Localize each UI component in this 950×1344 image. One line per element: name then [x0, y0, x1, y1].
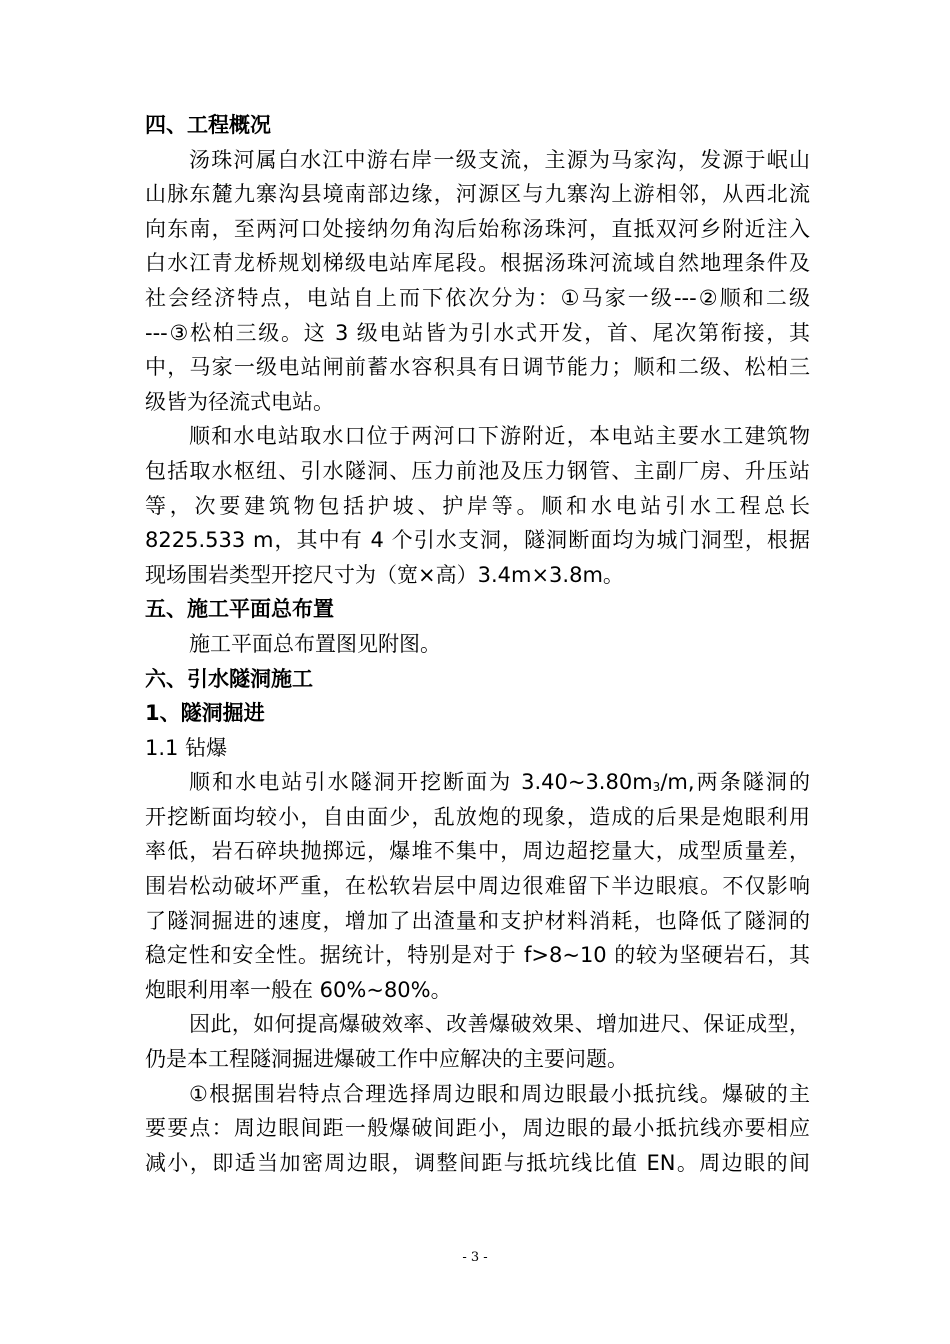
text-line: ①根据围岩特点合理选择周边眼和周边眼最小抵抗线。爆破的主 — [189, 1081, 810, 1106]
text-segment: /m,两条隧洞的 — [660, 770, 810, 795]
text-line: 包括取水枢纽、引水隧洞、压力前池及压力钢管、主副厂房、升压站 — [145, 458, 810, 483]
text-line: 了隧洞掘进的速度，增加了出渣量和支护材料消耗，也降低了隧洞的 — [145, 908, 810, 933]
section-heading-overview: 四、工程概况 — [145, 113, 271, 137]
paragraph-layout: 施工平面总布置图见附图。 — [189, 631, 441, 656]
text-line: 现场围岩类型开挖尺寸为（宽×高）3.4m×3.8m。 — [145, 562, 624, 587]
text-line: 稳定性和安全性。据统计，特别是对于 f>8~10 的较为坚硬岩石，其 — [145, 943, 810, 968]
subheading-drilling-blasting: 1.1 钻爆 — [145, 735, 228, 760]
text-line: 因此，如何提高爆破效率、改善爆破效果、增加进尺、保证成型， — [189, 1012, 810, 1037]
text-line: 仍是本工程隧洞掘进爆破工作中应解决的主要问题。 — [145, 1047, 628, 1072]
text-line: 社会经济特点，电站自上而下依次分为：①马家一级---②顺和二级 — [145, 285, 810, 310]
text-line: 向东南，至两河口处接纳勿角沟后始称汤珠河，直抵双河乡附近注入 — [145, 216, 810, 241]
text-line: 减小，即适当加密周边眼，调整间距与抵坑线比值 EN。周边眼的间 — [145, 1150, 810, 1175]
section-heading-layout: 五、施工平面总布置 — [145, 597, 334, 622]
paragraph-blasting-3 — [145, 1077, 810, 1181]
text-line: 中，马家一级电站闸前蓄水容积具有日调节能力；顺和二级、松柏三 — [145, 355, 810, 380]
text-line: 开挖断面均较小，自由面少，乱放炮的现象，造成的后果是炮眼利用 — [145, 804, 810, 829]
paragraph-overview-2 — [145, 419, 810, 592]
document-page — [145, 108, 810, 1180]
page-number: - 3 - — [462, 1250, 488, 1265]
text-line: 白水江青龙桥规划梯级电站库尾段。根据汤珠河流域自然地理条件及 — [145, 251, 810, 276]
text-line: 等，次要建筑物包括护坡、护岸等。顺和水电站引水工程总长 — [145, 493, 810, 518]
text-line — [145, 765, 810, 800]
text-line: 率低，岩石碎块抛掷远，爆堆不集中，周边超挖量大，成型质量差， — [145, 839, 810, 864]
paragraph-overview-1 — [145, 143, 810, 420]
paragraph-blasting-2 — [145, 1007, 810, 1076]
text-line: 炮眼利用率一般在 60%~80%。 — [145, 977, 452, 1002]
text-line: 顺和水电站取水口位于两河口下游附近，本电站主要水工建筑物 — [189, 424, 810, 449]
text-line: 汤珠河属白水江中游右岸一级支流，主源为马家沟，发源于岷山 — [189, 147, 810, 172]
subheading-excavation: 1、隧洞掘进 — [145, 701, 265, 726]
text-line: 围岩松动破坏严重，在松软岩层中周边很难留下半边眼痕。不仅影响 — [145, 874, 810, 899]
text-line: 山脉东麓九寨沟县境南部边缘，河源区与九寨沟上游相邻，从西北流 — [145, 182, 810, 207]
section-heading-tunnel: 六、引水隧洞施工 — [145, 666, 313, 691]
text-line: 级皆为径流式电站。 — [145, 389, 334, 414]
text-segment: 顺和水电站引水隧洞开挖断面为 3.40~3.80m — [189, 770, 653, 795]
text-line: 8225.533 m，其中有 4 个引水支洞，隧洞断面均为城门洞型，根据 — [145, 528, 810, 553]
subscript: 3 — [652, 780, 661, 795]
paragraph-blasting-1 — [145, 765, 810, 1007]
text-line: 要要点：周边眼间距一般爆破间距小，周边眼的最小抵抗线亦要相应 — [145, 1116, 810, 1141]
text-line: ---③松柏三级。这 3 级电站皆为引水式开发，首、尾次第衔接，其 — [145, 320, 810, 345]
